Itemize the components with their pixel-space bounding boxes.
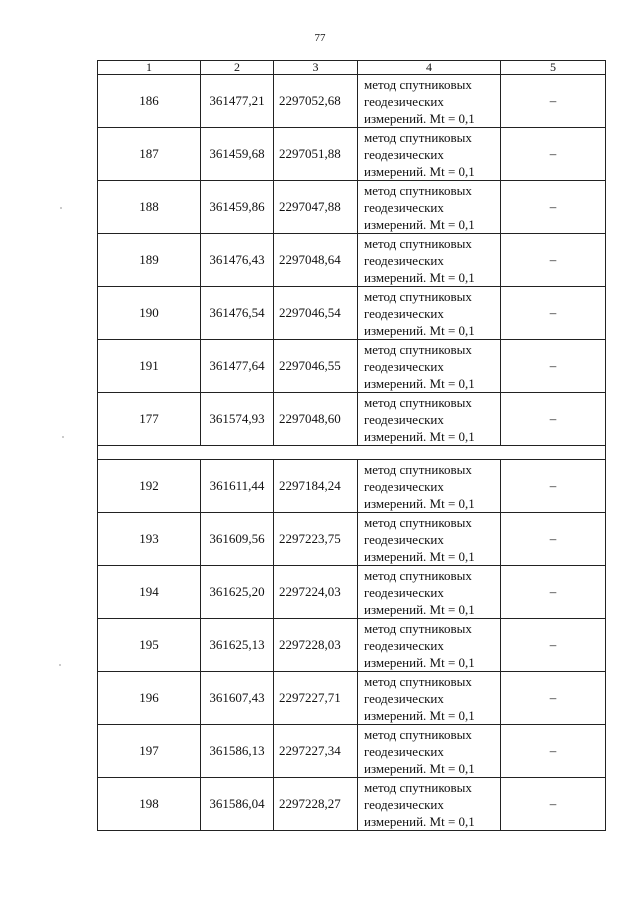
point-number-cell: 189 bbox=[98, 234, 201, 287]
y-coordinate-cell: 2297052,68 bbox=[274, 75, 358, 128]
point-number-cell: 197 bbox=[98, 725, 201, 778]
x-coordinate-cell: 361611,44 bbox=[201, 460, 274, 513]
scan-speck bbox=[60, 207, 62, 209]
method-line: измерений. Mt = 0,1 bbox=[364, 110, 475, 126]
method-line: измерений. Mt = 0,1 bbox=[364, 707, 475, 723]
method-cell bbox=[358, 566, 501, 619]
accuracy-cell: – bbox=[501, 460, 606, 513]
accuracy-cell: – bbox=[501, 566, 606, 619]
method-line: геодезических bbox=[364, 93, 444, 109]
y-coordinate-cell: 2297184,24 bbox=[274, 460, 358, 513]
y-coordinate-cell: 2297048,60 bbox=[274, 393, 358, 446]
method-cell bbox=[358, 340, 501, 393]
method-line: измерений. Mt = 0,1 bbox=[364, 495, 475, 511]
method-cell bbox=[358, 128, 501, 181]
method-line: измерений. Mt = 0,1 bbox=[364, 322, 475, 338]
page-number: 77 bbox=[314, 32, 326, 44]
point-number-cell: 177 bbox=[98, 393, 201, 446]
method-line: метод спутниковых bbox=[364, 129, 472, 145]
point-number-cell: 196 bbox=[98, 672, 201, 725]
x-coordinate-cell: 361625,20 bbox=[201, 566, 274, 619]
header-cell-5: 5 bbox=[501, 61, 606, 75]
accuracy-cell: – bbox=[501, 128, 606, 181]
header-cell-3: 3 bbox=[274, 61, 358, 75]
separator-row bbox=[98, 446, 606, 460]
y-coordinate-cell: 2297228,27 bbox=[274, 778, 358, 831]
x-coordinate-cell: 361574,93 bbox=[201, 393, 274, 446]
method-cell bbox=[358, 619, 501, 672]
accuracy-cell: – bbox=[501, 181, 606, 234]
scan-speck bbox=[59, 664, 61, 666]
y-coordinate-cell: 2297224,03 bbox=[274, 566, 358, 619]
method-line: геодезических bbox=[364, 478, 444, 494]
y-coordinate-cell: 2297228,03 bbox=[274, 619, 358, 672]
point-number-cell: 193 bbox=[98, 513, 201, 566]
method-line: геодезических bbox=[364, 796, 444, 812]
method-line: геодезических bbox=[364, 252, 444, 268]
method-cell bbox=[358, 181, 501, 234]
method-line: метод спутниковых bbox=[364, 726, 472, 742]
method-line: геодезических bbox=[364, 146, 444, 162]
accuracy-cell: – bbox=[501, 234, 606, 287]
method-cell bbox=[358, 287, 501, 340]
method-line: метод спутниковых bbox=[364, 673, 472, 689]
y-coordinate-cell: 2297046,54 bbox=[274, 287, 358, 340]
method-cell bbox=[358, 75, 501, 128]
method-line: геодезических bbox=[364, 637, 444, 653]
method-cell bbox=[358, 778, 501, 831]
method-line: измерений. Mt = 0,1 bbox=[364, 654, 475, 670]
table-row bbox=[98, 513, 606, 566]
table-row bbox=[98, 672, 606, 725]
method-line: измерений. Mt = 0,1 bbox=[364, 375, 475, 391]
x-coordinate-cell: 361476,43 bbox=[201, 234, 274, 287]
table-row bbox=[98, 619, 606, 672]
table-row bbox=[98, 725, 606, 778]
method-line: геодезических bbox=[364, 584, 444, 600]
x-coordinate-cell: 361625,13 bbox=[201, 619, 274, 672]
method-line: геодезических bbox=[364, 531, 444, 547]
coordinates-table bbox=[97, 60, 606, 831]
y-coordinate-cell: 2297046,55 bbox=[274, 340, 358, 393]
method-line: измерений. Mt = 0,1 bbox=[364, 269, 475, 285]
x-coordinate-cell: 361607,43 bbox=[201, 672, 274, 725]
accuracy-cell: – bbox=[501, 725, 606, 778]
point-number-cell: 195 bbox=[98, 619, 201, 672]
method-line: метод спутниковых bbox=[364, 235, 472, 251]
accuracy-cell: – bbox=[501, 672, 606, 725]
x-coordinate-cell: 361586,04 bbox=[201, 778, 274, 831]
y-coordinate-cell: 2297227,34 bbox=[274, 725, 358, 778]
point-number-cell: 194 bbox=[98, 566, 201, 619]
table-row bbox=[98, 340, 606, 393]
y-coordinate-cell: 2297048,64 bbox=[274, 234, 358, 287]
y-coordinate-cell: 2297227,71 bbox=[274, 672, 358, 725]
method-cell bbox=[358, 393, 501, 446]
method-line: измерений. Mt = 0,1 bbox=[364, 216, 475, 232]
method-cell bbox=[358, 460, 501, 513]
header-cell-2: 2 bbox=[201, 61, 274, 75]
method-line: метод спутниковых bbox=[364, 341, 472, 357]
x-coordinate-cell: 361476,54 bbox=[201, 287, 274, 340]
method-cell bbox=[358, 513, 501, 566]
x-coordinate-cell: 361477,21 bbox=[201, 75, 274, 128]
accuracy-cell: – bbox=[501, 513, 606, 566]
table-row bbox=[98, 566, 606, 619]
accuracy-cell: – bbox=[501, 393, 606, 446]
point-number-cell: 192 bbox=[98, 460, 201, 513]
method-line: измерений. Mt = 0,1 bbox=[364, 601, 475, 617]
x-coordinate-cell: 361477,64 bbox=[201, 340, 274, 393]
header-cell-1: 1 bbox=[98, 61, 201, 75]
point-number-cell: 188 bbox=[98, 181, 201, 234]
point-number-cell: 190 bbox=[98, 287, 201, 340]
x-coordinate-cell: 361459,68 bbox=[201, 128, 274, 181]
method-line: метод спутниковых bbox=[364, 394, 472, 410]
scan-speck bbox=[62, 436, 64, 438]
accuracy-cell: – bbox=[501, 340, 606, 393]
table-row bbox=[98, 393, 606, 446]
method-line: геодезических bbox=[364, 199, 444, 215]
accuracy-cell: – bbox=[501, 287, 606, 340]
method-line: метод спутниковых bbox=[364, 567, 472, 583]
point-number-cell: 191 bbox=[98, 340, 201, 393]
table-row bbox=[98, 75, 606, 128]
table-row bbox=[98, 778, 606, 831]
method-line: геодезических bbox=[364, 411, 444, 427]
table-row bbox=[98, 128, 606, 181]
method-line: измерений. Mt = 0,1 bbox=[364, 760, 475, 776]
x-coordinate-cell: 361609,56 bbox=[201, 513, 274, 566]
header-row bbox=[98, 61, 606, 75]
point-number-cell: 186 bbox=[98, 75, 201, 128]
method-line: измерений. Mt = 0,1 bbox=[364, 163, 475, 179]
accuracy-cell: – bbox=[501, 75, 606, 128]
x-coordinate-cell: 361586,13 bbox=[201, 725, 274, 778]
method-line: измерений. Mt = 0,1 bbox=[364, 813, 475, 829]
table-row bbox=[98, 287, 606, 340]
point-number-cell: 198 bbox=[98, 778, 201, 831]
coordinates-table-body bbox=[98, 61, 606, 831]
header-cell-4: 4 bbox=[358, 61, 501, 75]
method-line: геодезических bbox=[364, 743, 444, 759]
method-line: метод спутниковых bbox=[364, 288, 472, 304]
point-number-cell: 187 bbox=[98, 128, 201, 181]
method-line: геодезических bbox=[364, 305, 444, 321]
method-line: метод спутниковых bbox=[364, 461, 472, 477]
table-row bbox=[98, 234, 606, 287]
y-coordinate-cell: 2297223,75 bbox=[274, 513, 358, 566]
table-row bbox=[98, 460, 606, 513]
method-cell bbox=[358, 725, 501, 778]
separator-cell bbox=[98, 446, 606, 460]
x-coordinate-cell: 361459,86 bbox=[201, 181, 274, 234]
method-line: метод спутниковых bbox=[364, 779, 472, 795]
method-cell bbox=[358, 672, 501, 725]
accuracy-cell: – bbox=[501, 778, 606, 831]
method-line: измерений. Mt = 0,1 bbox=[364, 548, 475, 564]
table-row bbox=[98, 181, 606, 234]
method-line: метод спутниковых bbox=[364, 620, 472, 636]
method-line: метод спутниковых bbox=[364, 514, 472, 530]
method-line: геодезических bbox=[364, 690, 444, 706]
accuracy-cell: – bbox=[501, 619, 606, 672]
method-cell bbox=[358, 234, 501, 287]
method-line: метод спутниковых bbox=[364, 76, 472, 92]
y-coordinate-cell: 2297047,88 bbox=[274, 181, 358, 234]
method-line: метод спутниковых bbox=[364, 182, 472, 198]
method-line: геодезических bbox=[364, 358, 444, 374]
method-line: измерений. Mt = 0,1 bbox=[364, 428, 475, 444]
y-coordinate-cell: 2297051,88 bbox=[274, 128, 358, 181]
